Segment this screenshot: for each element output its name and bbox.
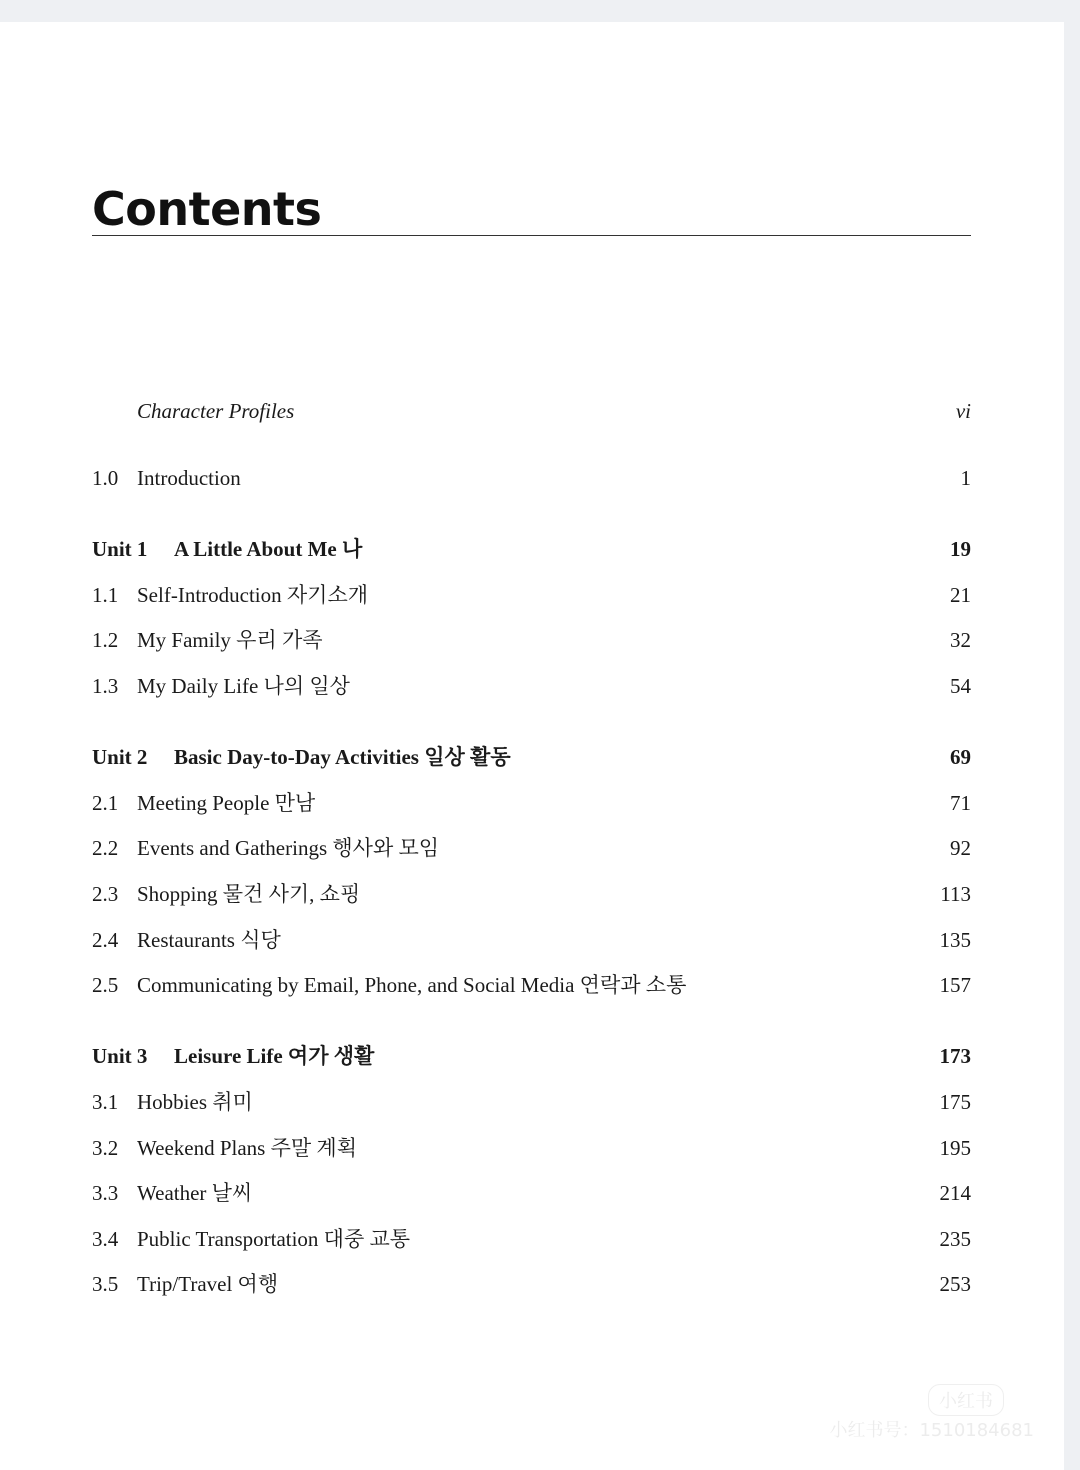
toc-unit-1[interactable]	[92, 533, 971, 565]
toc-entry-number: 3.1	[92, 1090, 119, 1114]
toc-entry-number: 1.0	[92, 466, 119, 490]
toc-entry-label: My Daily Life 나의 일상	[137, 674, 350, 698]
toc-entry-number: 3.5	[92, 1272, 119, 1296]
toc-entry-page: vi	[955, 399, 971, 423]
toc-entry-2-4[interactable]	[92, 924, 971, 956]
toc-entry-page: 71	[950, 791, 971, 815]
watermark-id: 小红书号：1510184681	[829, 1420, 1034, 1441]
watermark-badge: 小红书	[928, 1384, 1004, 1416]
toc-entry-2-3[interactable]	[92, 878, 971, 910]
toc-entry-3-2[interactable]	[92, 1132, 971, 1164]
toc-unit-page: 69	[950, 745, 971, 769]
toc-entry-introduction[interactable]	[92, 462, 971, 494]
toc-entry-number: 3.4	[92, 1227, 119, 1251]
toc-entry-page: 1	[960, 466, 971, 490]
toc-entry-3-4[interactable]	[92, 1223, 971, 1255]
toc-entry-label: Restaurants 식당	[137, 928, 281, 952]
toc-entry-page: 214	[939, 1181, 971, 1205]
toc-entry-label: Self-Introduction 자기소개	[137, 583, 369, 607]
toc-entry-number: 1.2	[92, 628, 119, 652]
toc-entry-page: 235	[939, 1227, 971, 1251]
toc-entry-label: Shopping 물건 사기, 쇼핑	[137, 882, 361, 906]
toc-entry-number: 2.5	[92, 973, 119, 997]
toc-entry-1-2[interactable]	[92, 624, 971, 656]
toc-entry-label: Weekend Plans 주말 계획	[137, 1136, 358, 1160]
toc-unit-page: 173	[939, 1044, 971, 1068]
toc-entry-3-1[interactable]	[92, 1086, 971, 1118]
toc-entry-page: 175	[939, 1090, 971, 1114]
toc-entry-1-3[interactable]	[92, 670, 971, 702]
toc-entry-label: Public Transportation 대중 교통	[137, 1227, 411, 1251]
toc-unit-label: Basic Day-to-Day Activities 일상 활동	[174, 745, 511, 769]
toc-entry-number: 2.3	[92, 882, 119, 906]
toc-entry-page: 32	[950, 628, 971, 652]
toc-entry-label: My Family 우리 가족	[137, 628, 323, 652]
toc-unit-number: Unit 2	[92, 745, 148, 769]
toc-entry-page: 195	[939, 1136, 971, 1160]
toc-entry-page: 54	[950, 674, 971, 698]
toc-unit-page: 19	[950, 537, 971, 561]
page-title: Contents	[92, 182, 322, 236]
toc-entry-label: Events and Gatherings 행사와 모임	[137, 836, 440, 860]
toc-entry-page: 253	[939, 1272, 971, 1296]
toc-entry-page: 135	[939, 928, 971, 952]
toc-unit-3[interactable]	[92, 1040, 971, 1072]
toc-unit-number: Unit 1	[92, 537, 148, 561]
toc-entry-number: 2.2	[92, 836, 119, 860]
toc-entry-2-1[interactable]	[92, 787, 971, 819]
toc-entry-2-2[interactable]	[92, 832, 971, 864]
toc-entry-number: 1.1	[92, 583, 119, 607]
toc-entry-label: Hobbies 취미	[137, 1090, 253, 1114]
toc-unit-label: Leisure Life 여가 생활	[174, 1044, 375, 1068]
toc-entry-label: Weather 날씨	[137, 1181, 253, 1205]
document-page	[0, 22, 1064, 1470]
toc-entry-page: 21	[950, 583, 971, 607]
toc-entry-3-3[interactable]	[92, 1177, 971, 1209]
toc-unit-label: A Little About Me 나	[174, 537, 363, 561]
toc-entry-label: Trip/Travel 여행	[137, 1272, 279, 1296]
toc-entry-label: Meeting People 만남	[137, 791, 316, 815]
toc-entry-2-5[interactable]	[92, 969, 971, 1001]
toc-entry-label: Character Profiles	[137, 399, 295, 423]
toc-entry-1-1[interactable]	[92, 579, 971, 611]
toc-entry-label: Introduction	[137, 466, 241, 490]
toc-entry-page: 157	[939, 973, 971, 997]
toc-entry-number: 2.1	[92, 791, 119, 815]
toc-entry-number: 3.3	[92, 1181, 119, 1205]
toc-entry-page: 113	[940, 882, 971, 906]
toc-entry-character-profiles[interactable]	[92, 395, 971, 427]
toc-entry-page: 92	[950, 836, 971, 860]
toc-unit-2[interactable]	[92, 741, 971, 773]
title-divider	[92, 235, 971, 236]
toc-entry-3-5[interactable]	[92, 1268, 971, 1300]
toc-entry-label: Communicating by Email, Phone, and Social Media 연락과 소통	[137, 973, 687, 997]
toc-unit-number: Unit 3	[92, 1044, 148, 1068]
toc-entry-number: 2.4	[92, 928, 119, 952]
watermark	[794, 1384, 1034, 1444]
toc-entry-number: 1.3	[92, 674, 119, 698]
toc-entry-number: 3.2	[92, 1136, 119, 1160]
